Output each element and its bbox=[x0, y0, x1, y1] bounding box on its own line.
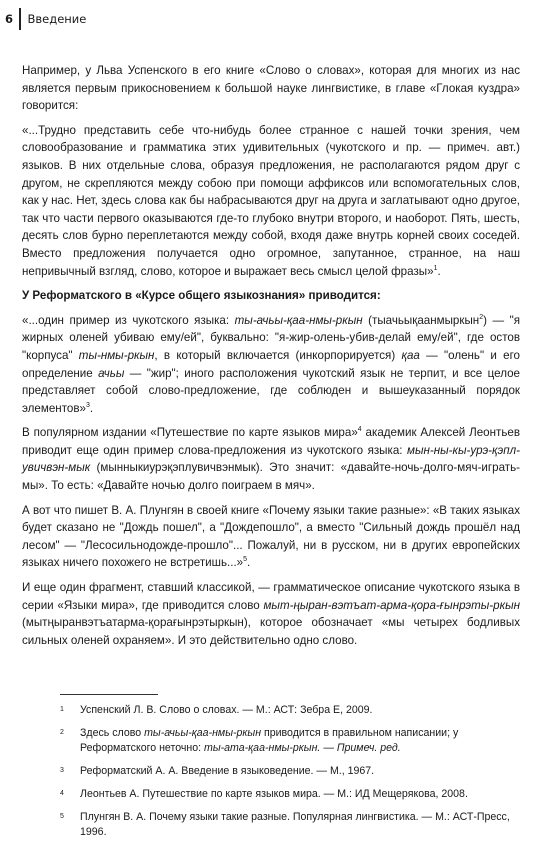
footnote-item bbox=[60, 764, 530, 779]
paragraph-languages-of-world: И еще один фрагмент, ставший классикой, — грамматическое описание чукотского языка в серии «Языки мира», где приводится слово мыт-ңыран-вэтъат-арма-қора-ғынрэты-ркын (мытңыранвэтъатарма-қорағынрэтыркын), которое обозначает «мы четырех бодливых сильных оленей охраняем». И это действительно одно слово. bbox=[22, 581, 520, 647]
footnote-item bbox=[60, 787, 530, 802]
paragraph-intro: Например, у Льва Успенского в его книге «Слово о словах», которая для многих из нас является первым прикосновением к большой науке лингвистике, в главе «Глокая куздра» говорится: bbox=[22, 64, 520, 113]
footnotes bbox=[60, 703, 530, 848]
footnote-item bbox=[60, 703, 530, 718]
running-title: Введение bbox=[27, 12, 87, 26]
footnote-number: 3 bbox=[60, 767, 64, 774]
footnote-ref-4[interactable]: 4 bbox=[357, 426, 362, 434]
footnote-ref-3[interactable]: 3 bbox=[85, 401, 90, 409]
footnote-item bbox=[60, 810, 530, 840]
paragraph-reformatsky-quote: «...один пример из чукотского языка: ты-ачьы-қаа-нмы-ркын (тыачьықаанмыркын$^2$) — "я жирных оленей убиваю ему/ей", буквально: "я-жир-олень-убив-делай ему/ей", где остов "корпуса" ты-нмы-ркын, в который включается (инкорпорируется) қаа — "олень" и его определение ачьы — "жир"; иного расположения чукотский язык не терпит, и все целое представляет собой слово-предложение, где соблюден и вышеуказанный порядок элементов»$^3$. bbox=[22, 313, 520, 415]
main-text bbox=[22, 62, 520, 649]
footnote-ref-2[interactable]: 2 bbox=[479, 313, 484, 321]
footnote-text: Успенский Л. В. Слово о словах. — М.: АСТ: Зебра Е, 2009. bbox=[80, 704, 373, 716]
header-separator bbox=[19, 8, 21, 30]
footnote-ref-1[interactable]: 1 bbox=[433, 264, 438, 272]
page-number: 6 bbox=[5, 12, 14, 26]
footnote-text: Леонтьев А. Путешествие по карте языков мира. — М.: ИД Мещерякова, 2008. bbox=[80, 788, 468, 800]
paragraph-reformatsky-heading: У Реформатского в «Курсе общего языкознания» приводится: bbox=[22, 289, 381, 303]
footnote-number: 4 bbox=[60, 790, 64, 797]
footnote-text: Здесь слово ты-ачьы-қаа-нмы-ркын приводится в правильном написании; у Реформатского неточно: ты-ата-қаа-нмы-ркын. — Примеч. ред. bbox=[80, 727, 459, 754]
footnote-divider bbox=[60, 694, 158, 695]
footnote-number: 5 bbox=[60, 813, 64, 820]
footnote-ref-5[interactable]: 5 bbox=[243, 556, 248, 564]
paragraph-plungyan: А вот что пишет В. А. Плунгян в своей книге «Почему языки такие разные»: «В таких языках будет сказано не "Дождь пошел", а "Дождепошло", а вместо "Сильный дождь прошёл над лесом" — "Лесосильнодожде-прошло"... Пожалуй, ни в русском, ни в других европейских языках ничего похожего не встретишь...»$^5$. bbox=[22, 503, 520, 570]
paragraph-leontiev: В популярном издании «Путешествие по карте языков мира»$^4$ академик Алексей Леонтьев приводит еще один пример слова-предложения из чукотского языка: мын-ны-кы-урэ-қэпл-увичвэн-мык (мынныкиурэқэплувичвэнмык). Это значит: «давайте-ночь-долго-мяч-играть-мы». То есть: «Давайте ночью долго поиграем в мяч». bbox=[22, 426, 520, 493]
footnote-number: 1 bbox=[60, 706, 64, 713]
footnote-item bbox=[60, 726, 530, 756]
paragraph-uspensky-quote: «...Трудно представить себе что-нибудь более странное с нашей точки зрения, чем словообразование и грамматика этих удивительных (чукотского и пр. — примеч. авт.) языков. В них отдельные слова, образуя предложения, не располагаются рядом друг с другом, не скрепляются между собою при помощи аффиксов или вспомогательных слов, как у нас. Нет, здесь слова как бы набрасываются друг на друга и заглатывают одно другое, так что части первого оказываются где-то глубоко внутри второго, и наоборот. Пять, шесть, десять слов бурно переплетаются между собой, входя даже внутрь корней своих соседей. Вместо предложения получается одно огромное, запутанное, странное, на наш непривычный взгляд, слово, которое и выражает весь смысл целой фразы»$^1$. bbox=[22, 123, 520, 278]
footnote-text: Плунгян В. А. Почему языки такие разные. Популярная лингвистика. — М.: АСТ-Пресс, 1996. bbox=[80, 811, 510, 838]
page-header bbox=[0, 8, 86, 30]
footnote-text: Реформатский А. А. Введение в языковедение. — М., 1967. bbox=[80, 765, 375, 777]
footnote-number: 2 bbox=[60, 729, 64, 736]
